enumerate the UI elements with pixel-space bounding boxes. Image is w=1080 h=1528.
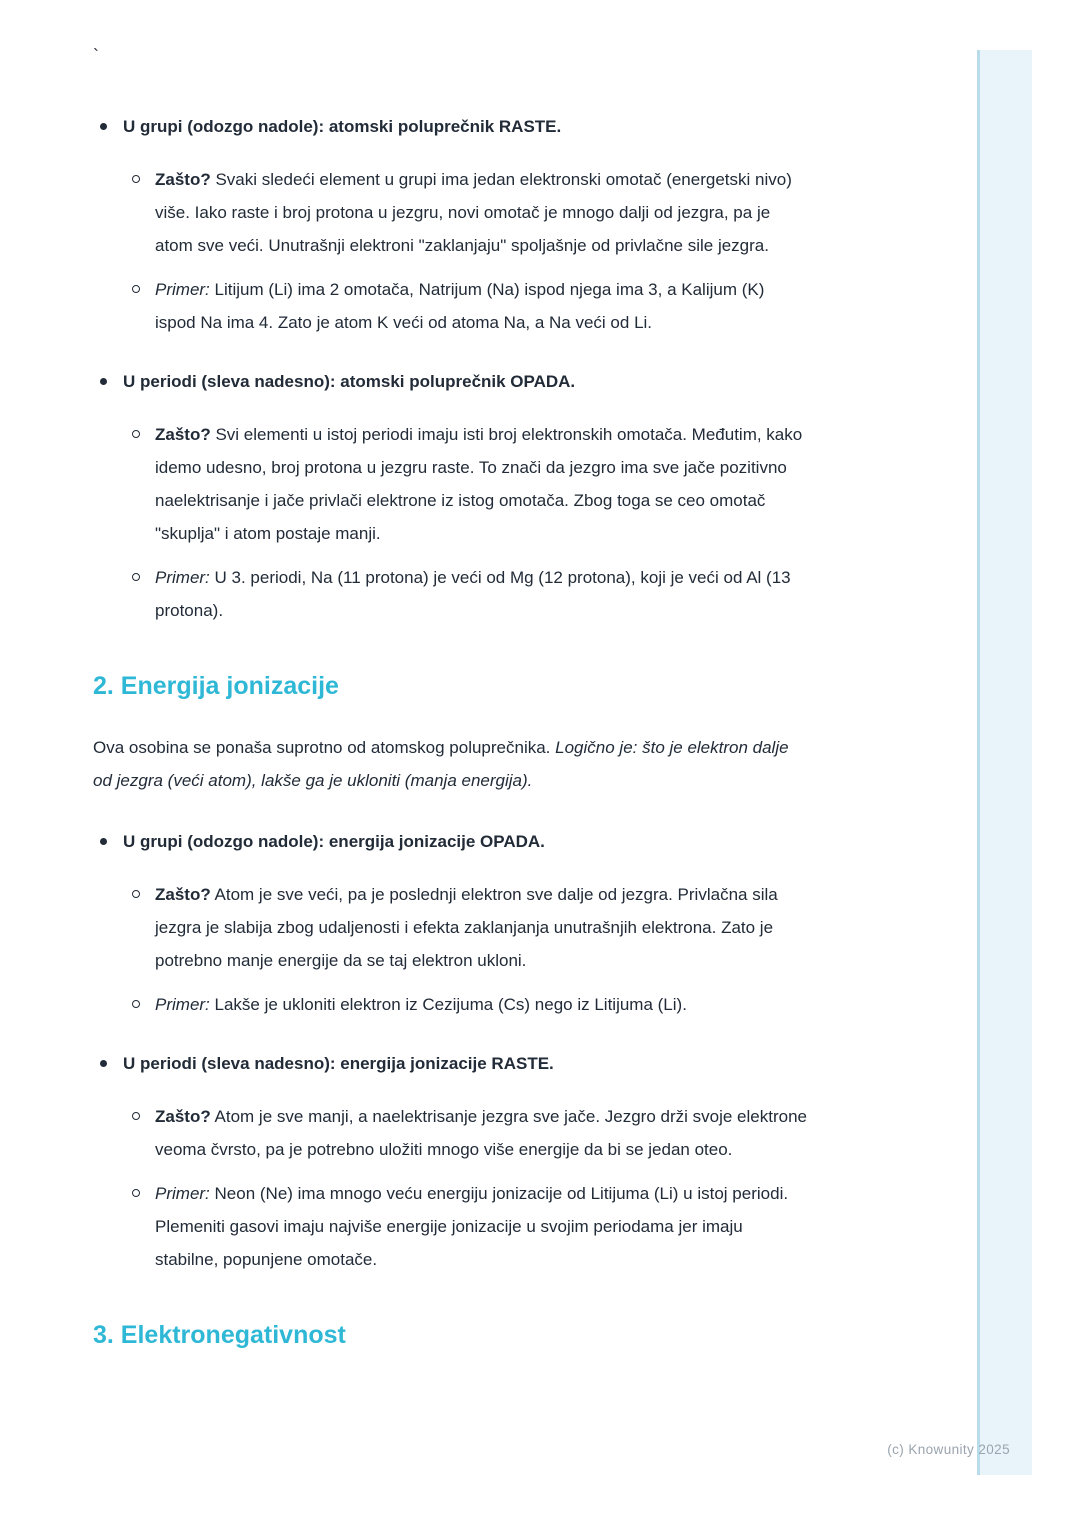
why-paragraph (155, 1100, 807, 1166)
why-label: Zašto? (155, 425, 211, 444)
atomic-radius-list (93, 110, 840, 627)
example-label: Primer: (155, 995, 210, 1014)
circle-bullet-icon (132, 1189, 140, 1197)
example-label: Primer: (155, 568, 210, 587)
example-text: Neon (Ne) ima mnogo veću energiju jonizacije od Litijuma (Li) u istoj periodi. Plemeniti gasovi imaju najviše energije jonizacije u svojim periodama jer imaju stabilne, popunjene omotače. (155, 1184, 789, 1269)
bullet-item-title: U grupi (odozgo nadole): atomski poluprečnik RASTE. (123, 117, 562, 136)
section-heading-electronegativity: 3. Elektronegativnost (93, 1321, 346, 1349)
why-text: Svi elementi u istoj periodi imaju isti broj elektronskih omotača. Međutim, kako idemo udesno, broj protona u jezgru raste. To znači da jezgro ima sve jače pozitivno naelektrisanje i jače privlači elektrone iz istog omotača. Zbog toga se ceo omotač "skuplja" i atom postaje manji. (155, 425, 803, 543)
bullet-item-title: U periodi (sleva nadesno): atomski poluprečnik OPADA. (123, 372, 576, 391)
stray-backtick: ` (93, 46, 99, 66)
sub-list-item (123, 561, 840, 627)
list-item (93, 825, 840, 1021)
example-paragraph (155, 1177, 807, 1276)
sub-list (123, 1100, 840, 1276)
sub-list (123, 163, 840, 339)
list-item (93, 365, 840, 627)
sub-list-item (123, 1177, 840, 1276)
right-stripe-decoration (977, 50, 1032, 1475)
sub-list-item (123, 878, 840, 977)
example-paragraph (155, 561, 807, 627)
intro-regular-text: Ova osobina se ponaša suprotno od atomskog poluprečnika. (93, 738, 551, 757)
why-label: Zašto? (155, 170, 211, 189)
circle-bullet-icon (132, 890, 140, 898)
why-paragraph (155, 163, 807, 262)
circle-bullet-icon (132, 430, 140, 438)
bullet-dot-icon (100, 1060, 107, 1067)
document-content (93, 110, 840, 1350)
why-paragraph (155, 418, 807, 550)
example-label: Primer: (155, 1184, 210, 1203)
why-text: Atom je sve manji, a naelektrisanje jezgra sve jače. Jezgro drži svoje elektrone veoma čvrsto, pa je potrebno uložiti mnogo više energije da bi se jedan oteo. (155, 1107, 807, 1159)
bullet-item-title: U periodi (sleva nadesno): energija jonizacije RASTE. (123, 1054, 554, 1073)
circle-bullet-icon (132, 1000, 140, 1008)
sub-list (123, 878, 840, 1021)
example-text: Litijum (Li) ima 2 omotača, Natrijum (Na) ispod njega ima 3, a Kalijum (K) ispod Na ima 4. Zato je atom K veći od atoma Na, a Na veći od Li. (155, 280, 765, 332)
example-paragraph (155, 988, 807, 1021)
intro-italic-text: Logično je: što je elektron dalje od jezgra (veći atom), lakše ga je ukloniti (manja energija). (93, 738, 789, 790)
sub-list-item (123, 988, 840, 1021)
example-paragraph (155, 273, 807, 339)
example-text: Lakše je ukloniti elektron iz Cezijuma (Cs) nego iz Litijuma (Li). (214, 995, 687, 1014)
bullet-dot-icon (100, 123, 107, 130)
circle-bullet-icon (132, 573, 140, 581)
why-text: Atom je sve veći, pa je poslednji elektron sve dalje od jezgra. Privlačna sila jezgra je slabija zbog udaljenosti i efekta zaklanjanja unutrašnjih elektrona. Zato je potrebno manje energije da se taj elektron ukloni. (155, 885, 778, 970)
why-text: Svaki sledeći element u grupi ima jedan elektronski omotač (energetski nivo) više. Iako raste i broj protona u jezgru, novi omotač je mnogo dalji od jezgra, pa je atom sve veći. Unutrašnji elektroni "zaklanjaju" spoljašnje od privlačne sile jezgra. (155, 170, 792, 255)
bullet-dot-icon (100, 838, 107, 845)
why-paragraph (155, 878, 807, 977)
circle-bullet-icon (132, 285, 140, 293)
bullet-item-title: U grupi (odozgo nadole): energija jonizacije OPADA. (123, 832, 545, 851)
ionization-energy-list (93, 825, 840, 1276)
example-text: U 3. periodi, Na (11 protona) je veći od Mg (12 protona), koji je veći od Al (13 protona). (155, 568, 791, 620)
why-label: Zašto? (155, 885, 211, 904)
sub-list-item (123, 418, 840, 550)
example-label: Primer: (155, 280, 210, 299)
sub-list-item (123, 163, 840, 262)
circle-bullet-icon (132, 1112, 140, 1120)
sub-list-item (123, 1100, 840, 1166)
section-heading-ionization: 2. Energija jonizacije (93, 672, 339, 700)
sub-list-item (123, 273, 840, 339)
copyright-watermark: (c) Knowunity 2025 (887, 1442, 1010, 1457)
sub-list (123, 418, 840, 627)
ionization-intro-paragraph (93, 731, 799, 797)
circle-bullet-icon (132, 175, 140, 183)
bullet-dot-icon (100, 378, 107, 385)
list-item (93, 110, 840, 339)
why-label: Zašto? (155, 1107, 211, 1126)
list-item (93, 1047, 840, 1276)
